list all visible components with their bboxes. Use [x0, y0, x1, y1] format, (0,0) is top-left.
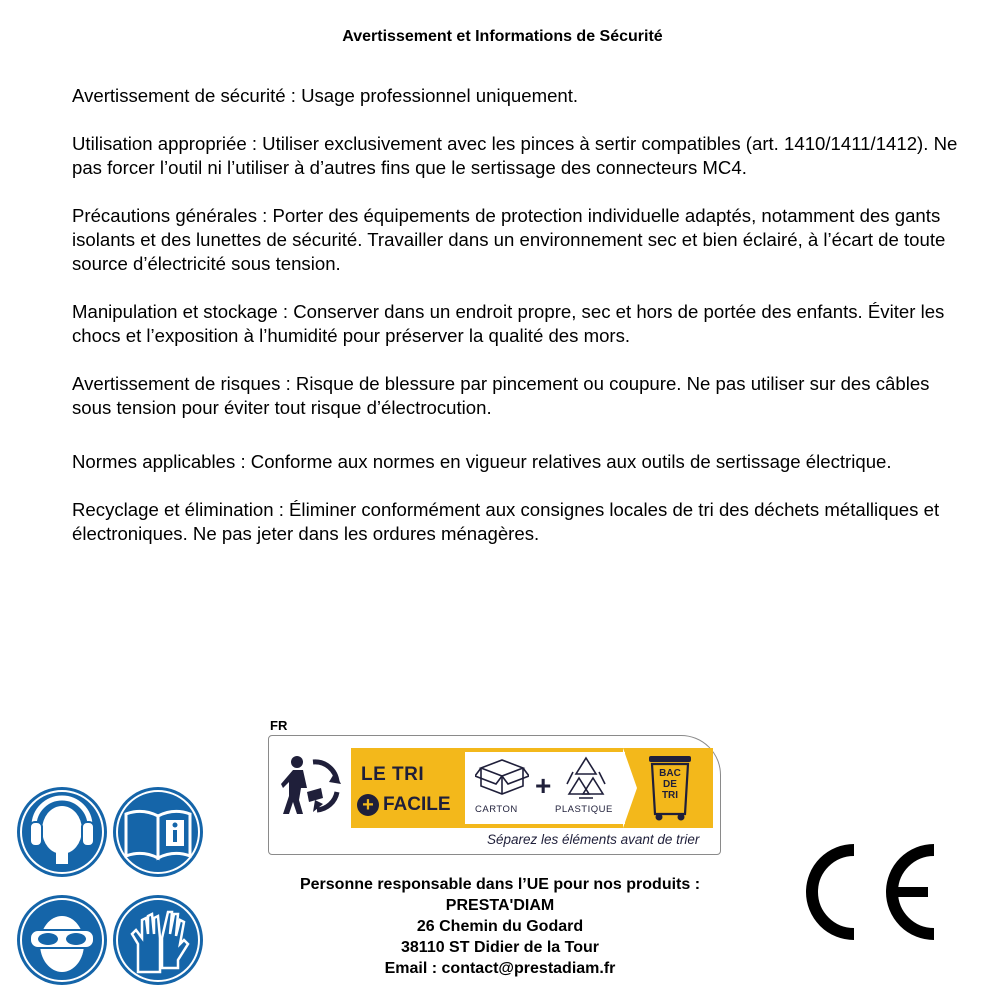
carton-label: CARTON	[475, 804, 518, 815]
paragraph-standards: Normes applicables : Conforme aux normes en vigueur relatives aux outils de sertissage électrique.	[72, 451, 892, 472]
triman-logo	[268, 735, 721, 855]
plastique-label: PLASTIQUE	[555, 804, 613, 815]
address-city: 38110 ST Didier de la Tour	[401, 939, 599, 956]
paragraph-recycling: Recyclage et élimination : Éliminer conformément aux consignes locales de tri des déchets métalliques et électroniques. Ne pas jeter dans les ordures ménagères.	[72, 499, 940, 544]
le-tri-text: LE TRI	[361, 764, 425, 785]
paragraph-precautions: Précautions générales : Porter des équipements de protection individuelle adaptés, notamment des gants isolants et des lunettes de sécurité. Travailler dans un environnement sec et bien éclairé, à l’écart de toute source d’électricité sous tension.	[72, 205, 946, 274]
carton-box-icon	[475, 756, 529, 796]
responsible-heading: Personne responsable dans l’UE pour nos produits :	[299, 876, 701, 893]
ce-mark-icon	[796, 842, 938, 942]
company-name: PRESTA'DIAM	[445, 897, 555, 914]
paragraph-risks: Avertissement de risques : Risque de blessure par pincement ou coupure. Ne pas utiliser sur des câbles sous tension pour éviter tout risque d’électrocution.	[72, 373, 930, 418]
facile-row	[357, 794, 451, 816]
safety-text	[72, 84, 972, 570]
bac-text: BAC	[659, 768, 681, 779]
plus-circle-icon: +	[357, 794, 379, 816]
plus-sign: +	[535, 770, 552, 801]
address-street: 26 Chemin du Godard	[416, 918, 584, 935]
tri-text: TRI	[661, 790, 679, 801]
bac-de-tri-icon	[645, 752, 695, 822]
de-text: DE	[663, 779, 677, 790]
contact-email: Email : contact@prestadiam.fr	[384, 960, 616, 977]
read-manual-icon	[112, 786, 204, 878]
plastic-recycle-icon	[561, 754, 611, 800]
country-label: FR	[270, 718, 288, 733]
document-title: Avertissement et Informations de Sécurité	[342, 28, 663, 45]
responsible-person-block	[240, 874, 760, 979]
ear-protection-icon	[16, 786, 108, 878]
paragraph-handling: Manipulation et stockage : Conserver dans un endroit propre, sec et hors de portée des enfants. Éviter les chocs et l’exposition à l’humidité pour préserver la qualité des mors.	[72, 301, 945, 346]
gloves-icon	[112, 894, 204, 986]
paragraph-usage: Avertissement de sécurité : Usage professionnel uniquement.	[72, 85, 579, 106]
triman-caption: Séparez les éléments avant de trier	[487, 832, 700, 847]
le-tri-facile-label	[351, 748, 461, 828]
triman-icon	[277, 748, 345, 820]
eye-protection-icon	[16, 894, 108, 986]
facile-text: FACILE	[383, 794, 451, 815]
packaging-items	[465, 752, 625, 824]
paragraph-appropriate-use: Utilisation appropriée : Utiliser exclusivement avec les pinces à sertir compatibles (art. 1410/1411/1412). Ne pas forcer l’outil ni l’utiliser à d’autres fins que le sertissage des connecteurs MC4.	[72, 133, 958, 178]
